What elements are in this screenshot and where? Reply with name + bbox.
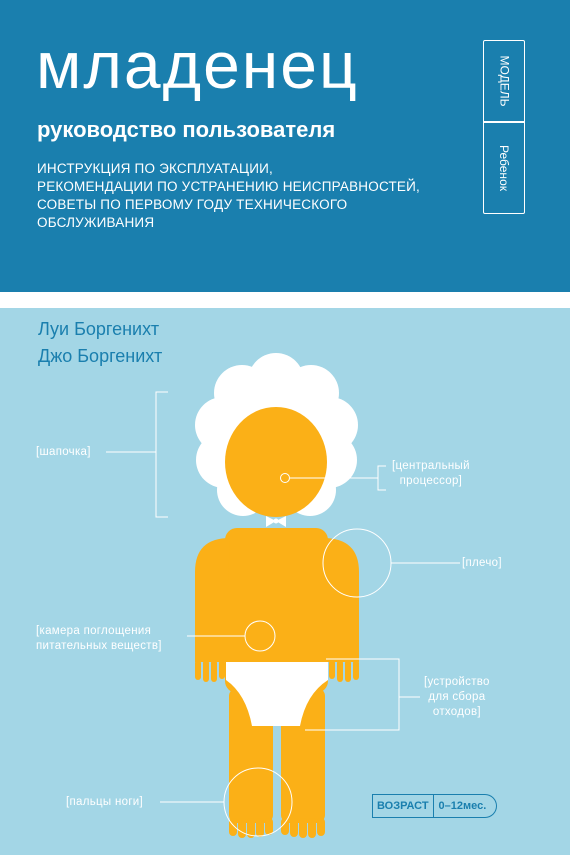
book-subtitle: руководство пользователя [37,117,336,142]
baby-right-arm [323,538,359,662]
toes-label: [пальцы ноги] [66,796,144,808]
waste-label: [устройство для сбора отходов] [424,676,490,718]
age-value: 0–12мес. [434,794,498,818]
hat-label: [шапочка] [36,446,91,458]
baby-right-hand [329,660,359,682]
age-label: ВОЗРАСТ [372,794,434,818]
baby-right-foot [281,818,325,838]
bow-tie-illustration [266,516,286,527]
author-name: Джо Боргенихт [38,346,163,366]
book-title: младенец [36,28,359,102]
model-value: Ребенок [497,145,512,191]
baby-head [225,407,327,517]
age-badge [372,794,497,818]
shoulder-label: [плечо] [462,557,502,569]
author-name: Луи Боргенихт [38,319,160,339]
description-line: ИНСТРУКЦИЯ ПО ЭКСПЛУАТАЦИИ, [37,161,273,176]
description-line: СОВЕТЫ ПО ПЕРВОМУ ГОДУ ТЕХНИЧЕСКОГО [37,197,348,212]
description-line: РЕКОМЕНДАЦИИ ПО УСТРАНЕНИЮ НЕИСПРАВНОСТЕЙ, [37,179,420,194]
model-label: МОДЕЛЬ [497,55,512,107]
baby-left-arm [195,538,230,662]
baby-left-hand [195,660,225,682]
stomach-label: [камера поглощения питательных веществ] [36,625,162,652]
cpu-label: [центральный процессор] [392,460,470,487]
description-line: ОБСЛУЖИВАНИЯ [37,215,155,230]
